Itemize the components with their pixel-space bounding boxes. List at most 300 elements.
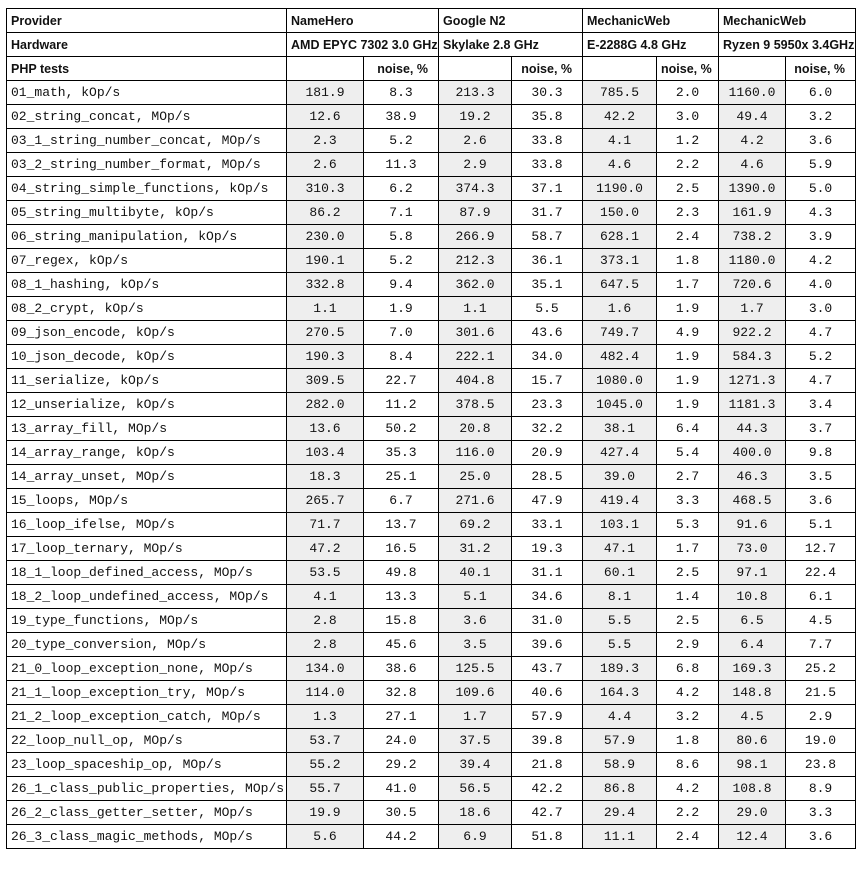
noise-cell: 28.5 [512,465,583,489]
table-row [7,465,856,489]
value-cell: 4.6 [719,153,786,177]
table-row [7,585,856,609]
value-cell: 71.7 [287,513,364,537]
test-name-cell: 08_1_hashing, kOp/s [7,273,287,297]
value-cell: 282.0 [287,393,364,417]
noise-cell: 39.6 [512,633,583,657]
noise-cell: 30.5 [364,801,439,825]
test-name-cell: 21_2_loop_exception_catch, MOp/s [7,705,287,729]
value-cell: 1.1 [287,297,364,321]
value-cell: 230.0 [287,225,364,249]
noise-cell: 3.7 [786,417,856,441]
noise-cell: 11.2 [364,393,439,417]
value-cell: 103.4 [287,441,364,465]
noise-header-2: noise, % [512,57,583,81]
value-cell: 161.9 [719,201,786,225]
noise-cell: 3.6 [786,489,856,513]
value-header-2 [439,57,512,81]
value-cell: 1045.0 [583,393,657,417]
value-cell: 10.8 [719,585,786,609]
noise-cell: 4.7 [786,369,856,393]
noise-cell: 7.0 [364,321,439,345]
value-cell: 29.0 [719,801,786,825]
value-cell: 69.2 [439,513,512,537]
noise-cell: 4.2 [657,777,719,801]
column-header-row [7,57,856,81]
noise-cell: 19.0 [786,729,856,753]
noise-cell: 1.9 [657,369,719,393]
value-cell: 25.0 [439,465,512,489]
value-cell: 148.8 [719,681,786,705]
value-cell: 73.0 [719,537,786,561]
noise-cell: 5.5 [512,297,583,321]
test-name-cell: 14_array_range, kOp/s [7,441,287,465]
noise-cell: 29.2 [364,753,439,777]
value-cell: 3.5 [439,633,512,657]
table-row [7,441,856,465]
noise-cell: 9.4 [364,273,439,297]
table-row [7,825,856,849]
value-cell: 5.5 [583,609,657,633]
value-header-4 [719,57,786,81]
noise-cell: 6.8 [657,657,719,681]
noise-cell: 2.5 [657,177,719,201]
table-row [7,345,856,369]
value-cell: 19.9 [287,801,364,825]
test-name-cell: 20_type_conversion, MOp/s [7,633,287,657]
value-header-3 [583,57,657,81]
provider-name-1: NameHero [287,9,439,33]
value-cell: 5.1 [439,585,512,609]
value-cell: 4.1 [583,129,657,153]
noise-cell: 1.9 [364,297,439,321]
noise-cell: 12.7 [786,537,856,561]
value-cell: 4.2 [719,129,786,153]
noise-cell: 47.9 [512,489,583,513]
value-cell: 86.2 [287,201,364,225]
table-row [7,297,856,321]
value-cell: 125.5 [439,657,512,681]
noise-cell: 1.2 [657,129,719,153]
noise-cell: 8.3 [364,81,439,105]
hardware-row [7,33,856,57]
value-cell: 301.6 [439,321,512,345]
tests-label: PHP tests [7,57,287,81]
table-row [7,177,856,201]
test-name-cell: 13_array_fill, MOp/s [7,417,287,441]
noise-cell: 20.9 [512,441,583,465]
value-cell: 42.2 [583,105,657,129]
value-cell: 20.8 [439,417,512,441]
noise-cell: 37.1 [512,177,583,201]
value-cell: 164.3 [583,681,657,705]
value-header-1 [287,57,364,81]
test-name-cell: 15_loops, MOp/s [7,489,287,513]
noise-cell: 33.8 [512,153,583,177]
noise-cell: 21.5 [786,681,856,705]
test-name-cell: 03_1_string_number_concat, MOp/s [7,129,287,153]
noise-cell: 6.1 [786,585,856,609]
noise-cell: 3.4 [786,393,856,417]
table-row [7,105,856,129]
noise-cell: 31.1 [512,561,583,585]
noise-cell: 1.8 [657,249,719,273]
value-cell: 12.6 [287,105,364,129]
noise-cell: 3.2 [657,705,719,729]
noise-cell: 1.9 [657,297,719,321]
value-cell: 56.5 [439,777,512,801]
value-cell: 4.5 [719,705,786,729]
noise-cell: 23.8 [786,753,856,777]
value-cell: 189.3 [583,657,657,681]
noise-cell: 21.8 [512,753,583,777]
noise-cell: 43.6 [512,321,583,345]
test-name-cell: 11_serialize, kOp/s [7,369,287,393]
noise-cell: 7.7 [786,633,856,657]
value-cell: 2.8 [287,633,364,657]
noise-cell: 45.6 [364,633,439,657]
value-cell: 98.1 [719,753,786,777]
value-cell: 738.2 [719,225,786,249]
value-cell: 87.9 [439,201,512,225]
noise-cell: 5.0 [786,177,856,201]
test-name-cell: 19_type_functions, MOp/s [7,609,287,633]
noise-cell: 3.3 [786,801,856,825]
value-cell: 1390.0 [719,177,786,201]
value-cell: 38.1 [583,417,657,441]
test-name-cell: 17_loop_ternary, MOp/s [7,537,287,561]
value-cell: 1190.0 [583,177,657,201]
value-cell: 18.3 [287,465,364,489]
noise-cell: 33.1 [512,513,583,537]
noise-cell: 49.8 [364,561,439,585]
value-cell: 427.4 [583,441,657,465]
value-cell: 29.4 [583,801,657,825]
table-row [7,273,856,297]
noise-cell: 3.0 [786,297,856,321]
noise-cell: 2.9 [657,633,719,657]
value-cell: 374.3 [439,177,512,201]
noise-cell: 5.1 [786,513,856,537]
test-name-cell: 26_1_class_public_properties, MOp/s [7,777,287,801]
value-cell: 785.5 [583,81,657,105]
table-row [7,753,856,777]
table-row [7,657,856,681]
noise-cell: 40.6 [512,681,583,705]
noise-cell: 5.8 [364,225,439,249]
noise-cell: 2.9 [786,705,856,729]
value-cell: 55.7 [287,777,364,801]
test-name-cell: 06_string_manipulation, kOp/s [7,225,287,249]
noise-cell: 2.3 [657,201,719,225]
value-cell: 400.0 [719,441,786,465]
noise-cell: 3.5 [786,465,856,489]
noise-cell: 25.1 [364,465,439,489]
table-row [7,489,856,513]
value-cell: 181.9 [287,81,364,105]
benchmark-sheet [6,8,856,882]
noise-cell: 39.8 [512,729,583,753]
noise-cell: 38.9 [364,105,439,129]
table-row [7,369,856,393]
value-cell: 3.6 [439,609,512,633]
value-cell: 378.5 [439,393,512,417]
value-cell: 404.8 [439,369,512,393]
value-cell: 4.1 [287,585,364,609]
noise-cell: 9.8 [786,441,856,465]
noise-cell: 22.7 [364,369,439,393]
noise-cell: 2.5 [657,561,719,585]
noise-cell: 31.7 [512,201,583,225]
value-cell: 1080.0 [583,369,657,393]
value-cell: 190.1 [287,249,364,273]
value-cell: 1180.0 [719,249,786,273]
provider-name-3: MechanicWeb [583,9,719,33]
test-name-cell: 21_1_loop_exception_try, MOp/s [7,681,287,705]
value-cell: 55.2 [287,753,364,777]
noise-cell: 2.0 [657,81,719,105]
noise-cell: 3.2 [786,105,856,129]
value-cell: 749.7 [583,321,657,345]
table-row [7,201,856,225]
test-name-cell: 02_string_concat, MOp/s [7,105,287,129]
value-cell: 37.5 [439,729,512,753]
noise-cell: 32.8 [364,681,439,705]
value-cell: 373.1 [583,249,657,273]
noise-header-4: noise, % [786,57,856,81]
value-cell: 1.1 [439,297,512,321]
noise-cell: 2.4 [657,825,719,849]
table-row [7,681,856,705]
value-cell: 80.6 [719,729,786,753]
noise-cell: 6.0 [786,81,856,105]
noise-cell: 3.6 [786,825,856,849]
hardware-2: Skylake 2.8 GHz [439,33,583,57]
value-cell: 1181.3 [719,393,786,417]
noise-cell: 2.7 [657,465,719,489]
noise-cell: 13.3 [364,585,439,609]
hardware-label: Hardware [7,33,287,57]
test-name-cell: 18_1_loop_defined_access, MOp/s [7,561,287,585]
noise-cell: 4.2 [657,681,719,705]
table-row [7,729,856,753]
noise-cell: 22.4 [786,561,856,585]
value-cell: 271.6 [439,489,512,513]
value-cell: 58.9 [583,753,657,777]
value-cell: 2.6 [287,153,364,177]
value-cell: 2.8 [287,609,364,633]
value-cell: 97.1 [719,561,786,585]
value-cell: 1160.0 [719,81,786,105]
noise-cell: 3.3 [657,489,719,513]
value-cell: 5.6 [287,825,364,849]
noise-cell: 33.8 [512,129,583,153]
value-cell: 270.5 [287,321,364,345]
value-cell: 91.6 [719,513,786,537]
noise-cell: 6.7 [364,489,439,513]
noise-cell: 41.0 [364,777,439,801]
value-cell: 49.4 [719,105,786,129]
test-name-cell: 26_2_class_getter_setter, MOp/s [7,801,287,825]
noise-cell: 35.8 [512,105,583,129]
value-cell: 109.6 [439,681,512,705]
value-cell: 6.5 [719,609,786,633]
value-cell: 13.6 [287,417,364,441]
value-cell: 19.2 [439,105,512,129]
noise-cell: 19.3 [512,537,583,561]
value-cell: 6.4 [719,633,786,657]
test-name-cell: 12_unserialize, kOp/s [7,393,287,417]
noise-cell: 6.4 [657,417,719,441]
value-cell: 419.4 [583,489,657,513]
noise-cell: 1.7 [657,273,719,297]
noise-cell: 3.0 [657,105,719,129]
noise-cell: 8.6 [657,753,719,777]
noise-cell: 35.3 [364,441,439,465]
value-cell: 482.4 [583,345,657,369]
noise-cell: 1.8 [657,729,719,753]
value-cell: 11.1 [583,825,657,849]
value-cell: 39.0 [583,465,657,489]
table-row [7,609,856,633]
noise-cell: 3.6 [786,129,856,153]
value-cell: 362.0 [439,273,512,297]
noise-cell: 5.4 [657,441,719,465]
value-cell: 18.6 [439,801,512,825]
noise-cell: 8.4 [364,345,439,369]
value-cell: 2.6 [439,129,512,153]
noise-cell: 58.7 [512,225,583,249]
test-name-cell: 10_json_decode, kOp/s [7,345,287,369]
value-cell: 40.1 [439,561,512,585]
value-cell: 332.8 [287,273,364,297]
value-cell: 2.9 [439,153,512,177]
noise-cell: 43.7 [512,657,583,681]
value-cell: 1.7 [439,705,512,729]
noise-cell: 36.1 [512,249,583,273]
value-cell: 103.1 [583,513,657,537]
noise-cell: 50.2 [364,417,439,441]
value-cell: 628.1 [583,225,657,249]
test-name-cell: 22_loop_null_op, MOp/s [7,729,287,753]
value-cell: 266.9 [439,225,512,249]
test-name-cell: 14_array_unset, MOp/s [7,465,287,489]
value-cell: 86.8 [583,777,657,801]
hardware-1: AMD EPYC 7302 3.0 GHz [287,33,439,57]
value-cell: 212.3 [439,249,512,273]
value-cell: 57.9 [583,729,657,753]
noise-cell: 34.0 [512,345,583,369]
noise-cell: 8.9 [786,777,856,801]
noise-cell: 2.2 [657,801,719,825]
value-cell: 584.3 [719,345,786,369]
noise-cell: 4.2 [786,249,856,273]
value-cell: 47.1 [583,537,657,561]
value-cell: 108.8 [719,777,786,801]
hardware-4: Ryzen 9 5950x 3.4GHz [719,33,856,57]
value-cell: 922.2 [719,321,786,345]
value-cell: 134.0 [287,657,364,681]
noise-cell: 32.2 [512,417,583,441]
noise-cell: 7.1 [364,201,439,225]
noise-cell: 15.7 [512,369,583,393]
table-row [7,249,856,273]
provider-label: Provider [7,9,287,33]
test-name-cell: 18_2_loop_undefined_access, MOp/s [7,585,287,609]
noise-cell: 1.4 [657,585,719,609]
value-cell: 265.7 [287,489,364,513]
noise-cell: 42.7 [512,801,583,825]
noise-cell: 15.8 [364,609,439,633]
value-cell: 1271.3 [719,369,786,393]
test-name-cell: 21_0_loop_exception_none, MOp/s [7,657,287,681]
noise-cell: 6.2 [364,177,439,201]
value-cell: 213.3 [439,81,512,105]
noise-cell: 3.9 [786,225,856,249]
value-cell: 222.1 [439,345,512,369]
noise-cell: 4.7 [786,321,856,345]
value-cell: 4.6 [583,153,657,177]
table-row [7,321,856,345]
noise-cell: 25.2 [786,657,856,681]
test-name-cell: 16_loop_ifelse, MOp/s [7,513,287,537]
value-cell: 169.3 [719,657,786,681]
noise-cell: 4.5 [786,609,856,633]
value-cell: 4.4 [583,705,657,729]
value-cell: 12.4 [719,825,786,849]
noise-cell: 1.9 [657,345,719,369]
value-cell: 116.0 [439,441,512,465]
value-cell: 39.4 [439,753,512,777]
table-row [7,561,856,585]
noise-cell: 31.0 [512,609,583,633]
table-row [7,777,856,801]
value-cell: 2.3 [287,129,364,153]
test-name-cell: 01_math, kOp/s [7,81,287,105]
table-row [7,129,856,153]
value-cell: 468.5 [719,489,786,513]
noise-cell: 35.1 [512,273,583,297]
benchmark-table [6,8,856,849]
noise-header-1: noise, % [364,57,439,81]
value-cell: 47.2 [287,537,364,561]
value-cell: 309.5 [287,369,364,393]
noise-cell: 13.7 [364,513,439,537]
test-name-cell: 07_regex, kOp/s [7,249,287,273]
noise-cell: 16.5 [364,537,439,561]
value-cell: 310.3 [287,177,364,201]
provider-name-2: Google N2 [439,9,583,33]
noise-cell: 24.0 [364,729,439,753]
test-name-cell: 09_json_encode, kOp/s [7,321,287,345]
noise-cell: 2.4 [657,225,719,249]
hardware-3: E-2288G 4.8 GHz [583,33,719,57]
value-cell: 53.5 [287,561,364,585]
value-cell: 8.1 [583,585,657,609]
value-cell: 1.3 [287,705,364,729]
noise-cell: 2.2 [657,153,719,177]
value-cell: 53.7 [287,729,364,753]
noise-cell: 5.2 [364,249,439,273]
test-name-cell: 04_string_simple_functions, kOp/s [7,177,287,201]
noise-cell: 2.5 [657,609,719,633]
table-row [7,393,856,417]
noise-cell: 51.8 [512,825,583,849]
table-row [7,705,856,729]
value-cell: 5.5 [583,633,657,657]
value-cell: 6.9 [439,825,512,849]
value-cell: 150.0 [583,201,657,225]
